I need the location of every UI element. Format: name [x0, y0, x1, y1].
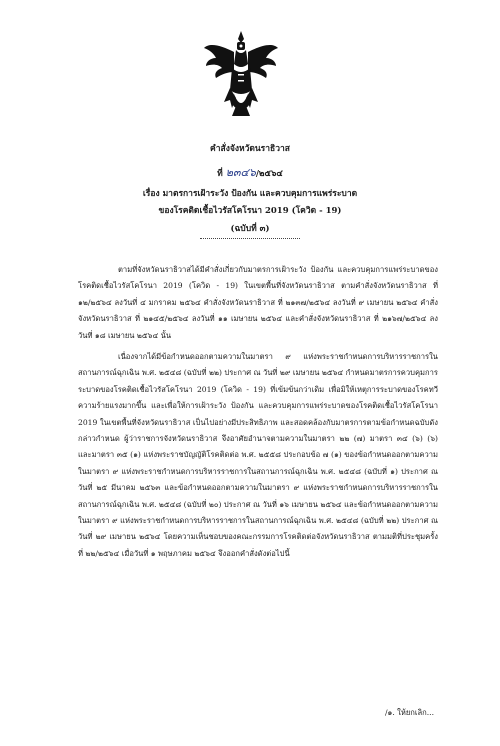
- handwritten-number: ๒๓๔๖: [225, 166, 256, 179]
- paragraph-2-text: เนื่องจากได้มีข้อกำหนดออกตามความในมาตรา ๙ แห่งพระราชกำหนดการบริหารราชการในสถานการณ์ฉุกเฉิน พ.ศ. ๒๕๔๘ (ฉบับที่ ๒๒) ประกาศ ณ วันที่ ๒๙ เมษายน ๒๕๖๔ กำหนดมาตรการควบคุมการระบาดของโรคติดเชื้อไวรัสโคโรนา 2019 (โควิด - 19) ที่เข้มข้นกว่าเดิม เพื่อมิให้เหตุการระบาดของโรคทวีความร้ายแรงมากขึ้น และเพื่อให้การเฝ้าระวัง ป้องกัน และควบคุมการแพร่ระบาดของโรคติดเชื้อไวรัสโคโรนา 2019 ในเขตพื้นที่จังหวัดนราธิวาส เป็นไปอย่างมีประสิทธิภาพ และสอดคล้องกับมาตรการตามข้อกำหนดฉบับดังกล่าวกำหนด ผู้ว่าราชการจังหวัดนราธิวาส จึงอาศัยอำนาจตามความในมาตรา ๒๒ (๗) มาตรา ๓๔ (๖) (๖) และมาตรา ๓๕ (๑) แห่งพระราชบัญญัติโรคติดต่อ พ.ศ. ๒๕๕๘ ประกอบข้อ ๗ (๑) ของข้อกำหนดออกตามความในมาตรา ๙ แห่งพระราชกำหนดการบริหารราชการในสถานการณ์ฉุกเฉิน พ.ศ. ๒๕๔๘ (ฉบับที่ ๑) ประกาศ ณ วันที่ ๒๕ มีนาคม ๒๕๖๓ และข้อกำหนดออกตามความในมาตรา ๙ แห่งพระราชกำหนดการบริหารราชการในสถานการณ์ฉุกเฉิน พ.ศ. ๒๕๔๘ (ฉบับที่ ๒๐) ประกาศ ณ วันที่ ๑๖ เมษายน ๒๕๖๔ และข้อกำหนดออกตามความในมาตรา ๙ แห่งพระราชกำหนดการบริหารราชการในสถานการณ์ฉุกเฉิน พ.ศ. ๒๕๔๘ (ฉบับที่ ๒๒) ประกาศ ณ วันที่ ๒๙ เมษายน ๒๕๖๔ โดยความเห็นชอบของคณะกรรมการโรคติดต่อจังหวัดนราธิวาส ตามมติที่ประชุมครั้งที่ ๒๒/๒๕๖๔ เมื่อวันที่ ๑ พฤษภาคม ๒๕๖๔ จึงออกคำสั่งดังต่อไปนี้: [78, 352, 438, 558]
- paragraph-1-text: ตามที่จังหวัดนราธิวาสได้มีคำสั่งเกี่ยวกับมาตรการเฝ้าระวัง ป้องกัน และควบคุมการแพร่ระบาดของโรคติดเชื้อไวรัสโคโรนา 2019 (โควิด - 19) ในเขตพื้นที่จังหวัดนราธิวาส ตามคำสั่งจังหวัดนราธิวาส ที่ ๑๒/๒๕๖๔ ลงวันที่ ๔ มกราคม ๒๕๖๔ คำสั่งจังหวัดนราธิวาส ที่ ๒๑๓๗/๒๕๖๔ ลงวันที่ ๙ เมษายน ๒๕๖๔ คำสั่งจังหวัดนราธิวาส ที่ ๒๑๔๕/๒๕๖๔ ลงวันที่ ๑๑ เมษายน ๒๕๖๔ และคำสั่งจังหวัดนราธิวาส ที่ ๒๑๖๗/๒๕๖๔ ลงวันที่ ๑๘ เมษายน ๒๕๖๔ นั้น: [78, 265, 438, 340]
- number-suffix: /๒๕๖๔: [255, 169, 283, 179]
- number-prefix: ที่: [217, 169, 223, 179]
- subject-line2: ของโรคติดเชื้อไวรัสโคโรนา 2019 (โควิด - 19): [158, 206, 342, 216]
- garuda-emblem: [200, 28, 282, 120]
- continuation-note: /๑. ให้ยกเลิก...: [384, 708, 434, 717]
- paragraph-2: [78, 349, 438, 562]
- order-title: คำสั่งจังหวัดนราธิวาส: [210, 144, 290, 154]
- issue-number: (ฉบับที่ ๓): [230, 224, 270, 234]
- paragraph-1: [78, 262, 438, 344]
- divider: [200, 238, 300, 239]
- order-number: [0, 163, 500, 181]
- subject: เรื่อง มาตรการเฝ้าระวัง ป้องกัน และควบคุมการแพร่ระบาด: [142, 189, 358, 199]
